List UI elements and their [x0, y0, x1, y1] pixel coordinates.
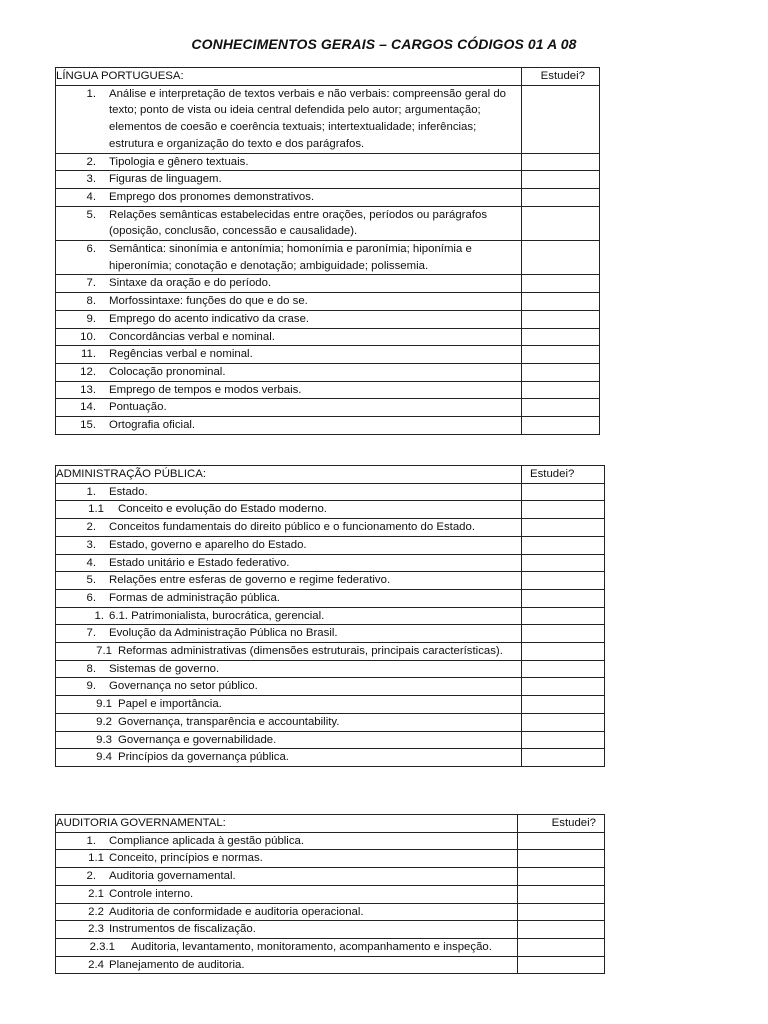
topic-row: [56, 275, 600, 293]
topic-cell: [56, 660, 522, 678]
topic-cell: [56, 310, 522, 328]
topic-text: Estado.: [109, 485, 148, 498]
topic-text: Princípios da governança pública.: [118, 751, 289, 764]
section-title: ADMINISTRAÇÃO PÚBLICA:: [56, 466, 522, 484]
studied-checkbox-cell[interactable]: [522, 310, 600, 328]
topic-cell: [56, 188, 522, 206]
topic-text: Conceito e evolução do Estado moderno.: [118, 503, 327, 516]
topic-text: Governança e governabilidade.: [118, 733, 277, 746]
topic-number: 15.: [80, 419, 96, 432]
topic-cell: [56, 678, 522, 696]
topic-text: Conceitos fundamentais do direito público e o funcionamento do Estado.: [109, 521, 476, 534]
topic-row: [56, 293, 600, 311]
studied-checkbox-cell[interactable]: [518, 868, 605, 886]
topic-cell: [56, 275, 522, 293]
topic-cell: [56, 921, 518, 939]
topic-cell: [56, 938, 518, 956]
section-header-row: [56, 815, 605, 833]
topic-cell: [56, 643, 522, 661]
topic-row: [56, 171, 600, 189]
topic-cell: [56, 731, 522, 749]
topic-number: 4.: [86, 190, 96, 203]
topic-number: 2.4: [88, 958, 104, 971]
studied-checkbox-cell[interactable]: [522, 660, 605, 678]
studied-checkbox-cell[interactable]: [522, 483, 605, 501]
topic-number: 7.: [86, 277, 96, 290]
topic-number: 3.: [86, 173, 96, 186]
topic-text: Emprego de tempos e modos verbais.: [109, 383, 302, 396]
topic-row: [56, 832, 605, 850]
topic-number: 9.3: [96, 733, 112, 746]
topic-number: 2.3.1: [89, 940, 115, 953]
studied-checkbox-cell[interactable]: [522, 713, 605, 731]
studied-checkbox-cell[interactable]: [522, 643, 605, 661]
topic-text: Governança, transparência e accountability.: [118, 715, 340, 728]
topic-cell: [56, 885, 518, 903]
topic-row: [56, 346, 600, 364]
section-header-row: [56, 68, 600, 86]
studied-checkbox-cell[interactable]: [522, 625, 605, 643]
studied-column-header: Estudei?: [522, 466, 605, 484]
topic-number: 1.: [86, 87, 96, 100]
topic-text: Tipologia e gênero textuais.: [109, 155, 249, 168]
topic-number: 12.: [80, 365, 96, 378]
topic-text: Sistemas de governo.: [109, 662, 220, 675]
topic-row: [56, 749, 605, 767]
topic-row: [56, 625, 605, 643]
topic-number: 2.: [86, 155, 96, 168]
topic-number: 3.: [86, 538, 96, 551]
studied-checkbox-cell[interactable]: [522, 731, 605, 749]
topic-text: Colocação pronominal.: [109, 365, 226, 378]
topic-cell: [56, 519, 522, 537]
topic-text: Semântica: sinonímia e antonímia; homonímia e paronímia; hiponímia e hiperonímia; conotação e denotação; ambiguidade; polissemia.: [109, 243, 472, 272]
studied-checkbox-cell[interactable]: [522, 206, 600, 240]
topic-number: 11.: [81, 348, 96, 361]
topic-number: 9.: [86, 312, 96, 325]
topic-number: 2.2: [88, 905, 104, 918]
topic-number: 9.1: [96, 698, 112, 711]
topic-row: [56, 399, 600, 417]
topic-number: 2.3: [88, 923, 104, 936]
studied-checkbox-cell[interactable]: [522, 607, 605, 625]
topic-number: 2.1: [88, 887, 104, 900]
topic-text: Concordâncias verbal e nominal.: [109, 330, 275, 343]
studied-checkbox-cell[interactable]: [522, 749, 605, 767]
topic-row: [56, 363, 600, 381]
topic-number: 9.4: [96, 751, 112, 764]
topic-number: 9.2: [96, 715, 112, 728]
topic-text: Governança no setor público.: [109, 680, 258, 693]
section-title: AUDITORIA GOVERNAMENTAL:: [56, 815, 518, 833]
topic-row: [56, 206, 600, 240]
topic-row: [56, 868, 605, 886]
topic-text: Relações semânticas estabelecidas entre orações, períodos ou parágrafos (oposição, conclusão, concessão e causalidade).: [109, 208, 488, 238]
topic-cell: [56, 483, 522, 501]
topic-cell: [56, 589, 522, 607]
topic-number: 5.: [86, 208, 96, 221]
topic-cell: [56, 625, 522, 643]
topic-cell: [56, 554, 522, 572]
studied-checkbox-cell[interactable]: [522, 519, 605, 537]
studied-checkbox-cell[interactable]: [522, 696, 605, 714]
topic-row: [56, 501, 605, 519]
topic-row: [56, 554, 605, 572]
topic-cell: [56, 153, 522, 171]
topic-cell: [56, 749, 522, 767]
topic-cell: [56, 956, 518, 974]
studied-checkbox-cell[interactable]: [522, 328, 600, 346]
studied-checkbox-cell[interactable]: [522, 153, 600, 171]
topic-row: [56, 417, 600, 435]
topic-row: [56, 381, 600, 399]
topic-number: 10.: [80, 330, 96, 343]
topic-row: [56, 850, 605, 868]
studied-checkbox-cell[interactable]: [522, 678, 605, 696]
topic-number: 1.: [86, 485, 96, 498]
studied-checkbox-cell[interactable]: [522, 381, 600, 399]
topic-cell: [56, 328, 522, 346]
topic-number: 6.: [86, 591, 96, 604]
studied-column-header: Estudei?: [522, 68, 600, 86]
topic-cell: [56, 903, 518, 921]
studied-checkbox-cell[interactable]: [522, 417, 600, 435]
studied-checkbox-cell[interactable]: [522, 171, 600, 189]
studied-checkbox-cell[interactable]: [518, 850, 605, 868]
topic-row: [56, 643, 605, 661]
topic-number: 1.1: [88, 503, 104, 516]
topic-row: [56, 660, 605, 678]
topic-text: Conceito, princípios e normas.: [109, 852, 263, 865]
topic-text: Auditoria, levantamento, monitoramento, acompanhamento e inspeção.: [131, 940, 492, 953]
topic-text: Controle interno.: [109, 887, 194, 900]
topic-number: 1.1: [88, 852, 104, 865]
topic-text: Estado, governo e aparelho do Estado.: [109, 538, 307, 551]
topic-text: Sintaxe da oração e do período.: [109, 277, 272, 290]
topic-row: [56, 153, 600, 171]
studied-checkbox-cell[interactable]: [522, 241, 600, 275]
topic-cell: [56, 607, 522, 625]
topic-cell: [56, 381, 522, 399]
studied-checkbox-cell[interactable]: [522, 85, 600, 153]
topic-cell: [56, 696, 522, 714]
topic-row: [56, 589, 605, 607]
topic-number: 1.: [94, 609, 104, 622]
topic-cell: [56, 293, 522, 311]
topic-cell: [56, 399, 522, 417]
topic-text: Regências verbal e nominal.: [109, 348, 253, 361]
topic-cell: [56, 572, 522, 590]
studied-checkbox-cell[interactable]: [518, 921, 605, 939]
topic-row: [56, 938, 605, 956]
studied-checkbox-cell[interactable]: [522, 536, 605, 554]
topic-text: Emprego dos pronomes demonstrativos.: [109, 190, 315, 203]
studied-checkbox-cell[interactable]: [522, 554, 605, 572]
topic-text: Emprego do acento indicativo da crase.: [109, 312, 310, 325]
topic-text: Instrumentos de fiscalização.: [109, 923, 256, 936]
section-header-row: [56, 466, 605, 484]
topic-row: [56, 607, 605, 625]
topic-number: 2.: [86, 521, 96, 534]
section-auditoria-governamental: [55, 814, 605, 974]
topic-text: Morfossintaxe: funções do que e do se.: [109, 295, 308, 308]
topic-number: 9.: [86, 680, 96, 693]
topic-number: 8.: [86, 295, 96, 308]
studied-checkbox-cell[interactable]: [518, 903, 605, 921]
topic-row: [56, 678, 605, 696]
topic-cell: [56, 206, 522, 240]
topic-row: [56, 885, 605, 903]
topic-row: [56, 696, 605, 714]
studied-checkbox-cell[interactable]: [522, 188, 600, 206]
topic-text: Auditoria de conformidade e auditoria operacional.: [109, 905, 364, 918]
topic-cell: [56, 241, 522, 275]
topic-row: [56, 519, 605, 537]
topic-number: 5.: [86, 574, 96, 587]
topic-number: 6.: [86, 243, 96, 256]
topic-row: [56, 903, 605, 921]
topic-row: [56, 85, 600, 153]
studied-checkbox-cell[interactable]: [518, 938, 605, 956]
studied-checkbox-cell[interactable]: [522, 363, 600, 381]
topic-number: 4.: [86, 556, 96, 569]
topic-text: Ortografia oficial.: [109, 419, 196, 432]
topic-number: 14.: [80, 401, 96, 414]
studied-checkbox-cell[interactable]: [522, 275, 600, 293]
topic-row: [56, 188, 600, 206]
studied-checkbox-cell[interactable]: [518, 885, 605, 903]
topic-text: Relações entre esferas de governo e regime federativo.: [109, 574, 391, 587]
section-title: LÍNGUA PORTUGUESA:: [56, 68, 522, 86]
section-administracao-publica: [55, 465, 605, 767]
topic-number: 7.1: [96, 645, 112, 658]
topic-cell: [56, 346, 522, 364]
topic-row: [56, 328, 600, 346]
topic-cell: [56, 85, 522, 153]
topic-row: [56, 536, 605, 554]
topic-text: Análise e interpretação de textos verbais e não verbais: compreensão geral do texto; ponto de vista ou ideia central defendida pelo autor; argumentação; elementos de coesão e coerência textuais; intertextualidade; inferências; estrutura e organização do texto e dos parágrafos.: [109, 87, 507, 150]
studied-checkbox-cell[interactable]: [522, 346, 600, 364]
topic-cell: [56, 501, 522, 519]
topic-text: Formas de administração pública.: [109, 591, 280, 604]
topic-text: Papel e importância.: [118, 698, 222, 711]
topic-row: [56, 483, 605, 501]
topic-text: 6.1. Patrimonialista, burocrática, gerencial.: [109, 609, 325, 622]
section-lingua-portuguesa: [55, 67, 600, 435]
studied-checkbox-cell[interactable]: [518, 956, 605, 974]
studied-checkbox-cell[interactable]: [522, 572, 605, 590]
topic-number: 7.: [86, 627, 96, 640]
topic-row: [56, 310, 600, 328]
topic-row: [56, 572, 605, 590]
topic-row: [56, 731, 605, 749]
topic-row: [56, 921, 605, 939]
topic-text: Reformas administrativas (dimensões estruturais, principais características).: [118, 645, 503, 658]
topic-cell: [56, 868, 518, 886]
topic-cell: [56, 363, 522, 381]
topic-row: [56, 956, 605, 974]
topic-cell: [56, 417, 522, 435]
topic-cell: [56, 536, 522, 554]
topic-number: 8.: [86, 662, 96, 675]
topic-cell: [56, 832, 518, 850]
studied-checkbox-cell[interactable]: [522, 501, 605, 519]
topic-number: 2.: [86, 870, 96, 883]
studied-checkbox-cell[interactable]: [522, 589, 605, 607]
page-title: CONHECIMENTOS GERAIS – CARGOS CÓDIGOS 01 A 08: [191, 36, 577, 52]
studied-checkbox-cell[interactable]: [522, 293, 600, 311]
studied-checkbox-cell[interactable]: [522, 399, 600, 417]
topic-text: Evolução da Administração Pública no Brasil.: [109, 627, 338, 640]
topic-cell: [56, 171, 522, 189]
topic-text: Pontuação.: [109, 401, 167, 414]
topic-text: Figuras de linguagem.: [109, 173, 222, 186]
studied-checkbox-cell[interactable]: [518, 832, 605, 850]
topic-cell: [56, 850, 518, 868]
topic-text: Auditoria governamental.: [109, 870, 236, 883]
topic-text: Compliance aplicada à gestão pública.: [109, 834, 305, 847]
topic-text: Estado unitário e Estado federativo.: [109, 556, 290, 569]
topic-number: 13.: [80, 383, 96, 396]
studied-column-header: Estudei?: [518, 815, 605, 833]
topic-row: [56, 241, 600, 275]
topic-row: [56, 713, 605, 731]
topic-cell: [56, 713, 522, 731]
topic-number: 1.: [86, 834, 96, 847]
topic-text: Planejamento de auditoria.: [109, 958, 245, 971]
